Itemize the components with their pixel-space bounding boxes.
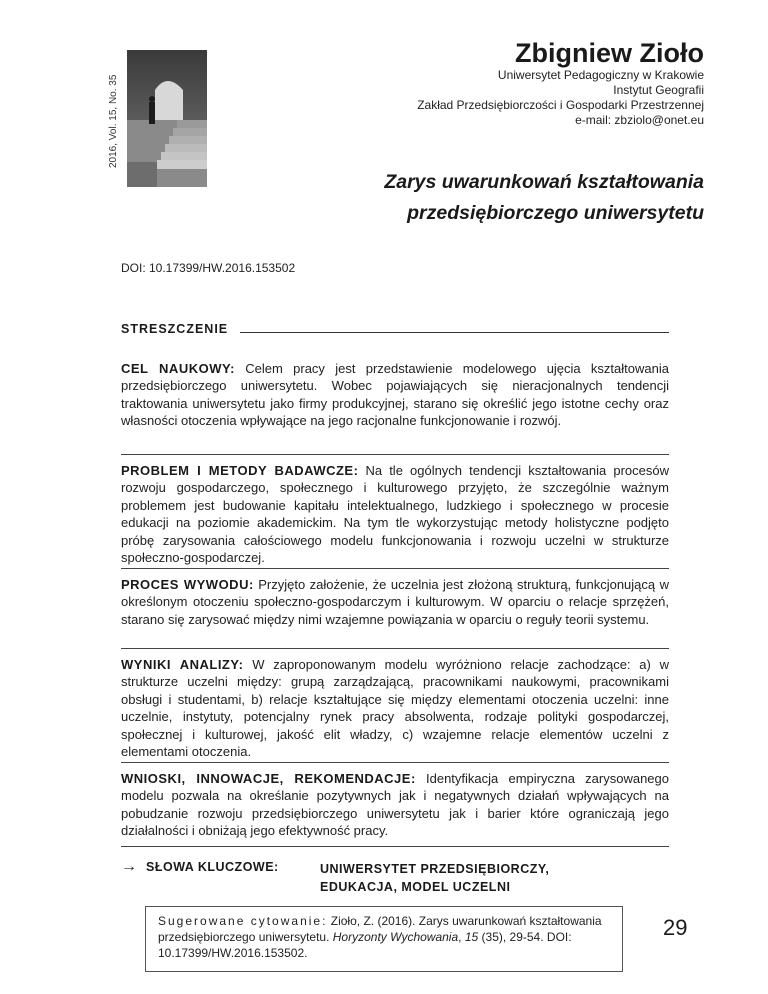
abstract-section-conclusions xyxy=(121,770,669,840)
page-number: 29 xyxy=(663,915,688,940)
suggested-citation: Sugerowane cytowanie: Zioło, Z. (2016). Zarys uwarunkowań kształtowania przedsiębiorczego uniwersytetu. Horyzonty Wychowania, 15 (35), 29-54. DOI: 10.17399/HW.2016.153502. xyxy=(145,906,623,972)
keywords-values xyxy=(320,860,549,896)
author-department: Zakład Przedsiębiorczości i Gospodarki Przestrzennej xyxy=(417,98,704,112)
section-label: WYNIKI ANALIZY: xyxy=(121,657,244,672)
section-text: Identyfikacja empiryczna zarysowanego modelu pozwala na określanie pozytywnych jak i negatywnych działań wpływających na pobudzanie rozwoju przedsiębiorczego uniwersytetu jak i barier które ograniczają jego działalności i obniżają jego efektywność pracy. xyxy=(121,771,669,839)
article-title xyxy=(384,167,704,229)
author-email: e-mail: zbziolo@onet.eu xyxy=(575,113,704,127)
author-institute: Instytut Geografii xyxy=(613,83,704,97)
section-label: CEL NAUKOWY: xyxy=(121,361,236,376)
section-divider xyxy=(121,454,669,455)
citation-text: Zioło, Z. (2016). Zarys uwarunkowań kształtowania przedsiębiorczego uniwersytetu. xyxy=(158,914,602,944)
section-text: Celem pracy jest przedstawienie modelowego ujęcia kształtowania przedsiębiorczego uniwersytetu. Wobec pojawiających się nieracjonalnych tendencji traktowania uniwersytetu jako firmy produkcyjnej, starano się określić jego istotne cechy oraz własności otoczenia wpływające na jego racjonalne funkcjonowanie i rozwój. xyxy=(121,361,669,429)
section-text: Przyjęto założenie, że uczelnia jest złożoną strukturą, funkcjonującą w określonym otoczeniu społeczno-gospodarczym i kulturowym. W oparciu o relacje sprzężeń, starano się zarysować między nimi wzajemne powiązania w oparciu o reguły teorii systemu. xyxy=(121,577,669,627)
article-title-line2: przedsiębiorczego uniwersytetu xyxy=(407,202,704,224)
section-text: Na tle ogólnych tendencji kształtowania procesów rozwoju gospodarczego, społecznego i kulturowego przyjęto, że szczególnie ważnym problemem jest budowanie kapitału intelektualnego, ludzkiego i społecznego w procesie edukacji na poziomie akademickim. Na tym tle wykorzystując metody holistyczne podjęto próbę zarysowania całościowego modelu funkcjonowania i rozwoju uczelni w strukturze społeczno-gospodarczej. xyxy=(121,463,669,566)
section-divider xyxy=(121,762,669,763)
citation-volume: 15 xyxy=(464,930,479,944)
section-text: W zaproponowanym modelu wyróżniono relacje zachodzące: a) w strukturze uczelni między: grupą zarządzającą, pracownikami naukowymi, pracownikami obsługi i studentami, b) relacje kształtujące się między elementami otoczenia uczelni: inne uczelnie, instytuty, potencjalny rynek pracy absolwenta, rodzaje polityki gospodarczej, społecznej i kulturowej, jakość elit władzy, c) wzajemne relacje elementów uczelni z elementami otoczenia. xyxy=(121,657,670,760)
abstract-section-process xyxy=(121,576,669,628)
section-label: PROBLEM I METODY BADAWCZE: xyxy=(121,463,359,478)
abstract-heading xyxy=(121,322,669,336)
cover-photo xyxy=(127,50,207,187)
keywords-line1: UNIWERSYTET PRZEDSIĘBIORCZY, xyxy=(320,862,550,876)
abstract-section-aim xyxy=(121,360,669,430)
section-label: WNIOSKI, INNOWACJE, REKOMENDACJE: xyxy=(121,771,416,786)
abstract-heading-label: STRESZCZENIE xyxy=(121,322,229,336)
arrow-right-icon: → xyxy=(121,858,137,875)
author-name: Zbigniew Zioło xyxy=(515,38,704,68)
section-divider xyxy=(121,846,669,847)
section-divider xyxy=(121,568,669,569)
keywords-label: SŁOWA KLUCZOWE: xyxy=(146,860,279,874)
keywords-line2: EDUKACJA, MODEL UCZELNI xyxy=(320,880,511,894)
journal-volume-info: 2016, Vol. 15, No. 35 xyxy=(108,74,119,168)
article-title-line1: Zarys uwarunkowań kształtowania xyxy=(384,171,704,193)
section-divider xyxy=(121,648,669,649)
citation-label: Sugerowane cytowanie: xyxy=(158,914,328,928)
citation-issue-pages: (35), 29-54. DOI: 10.17399/HW.2016.153502. xyxy=(158,930,572,960)
abstract-section-results xyxy=(121,656,669,760)
author-university: Uniwersytet Pedagogiczny w Krakowie xyxy=(497,68,704,82)
section-label: PROCES WYWODU: xyxy=(121,577,254,592)
article-doi: DOI: 10.17399/HW.2016.153502 xyxy=(121,261,296,275)
abstract-heading-rule xyxy=(240,332,669,333)
author-block xyxy=(417,38,704,128)
abstract-section-problem xyxy=(121,462,669,566)
citation-journal: Horyzonty Wychowania xyxy=(332,930,459,944)
